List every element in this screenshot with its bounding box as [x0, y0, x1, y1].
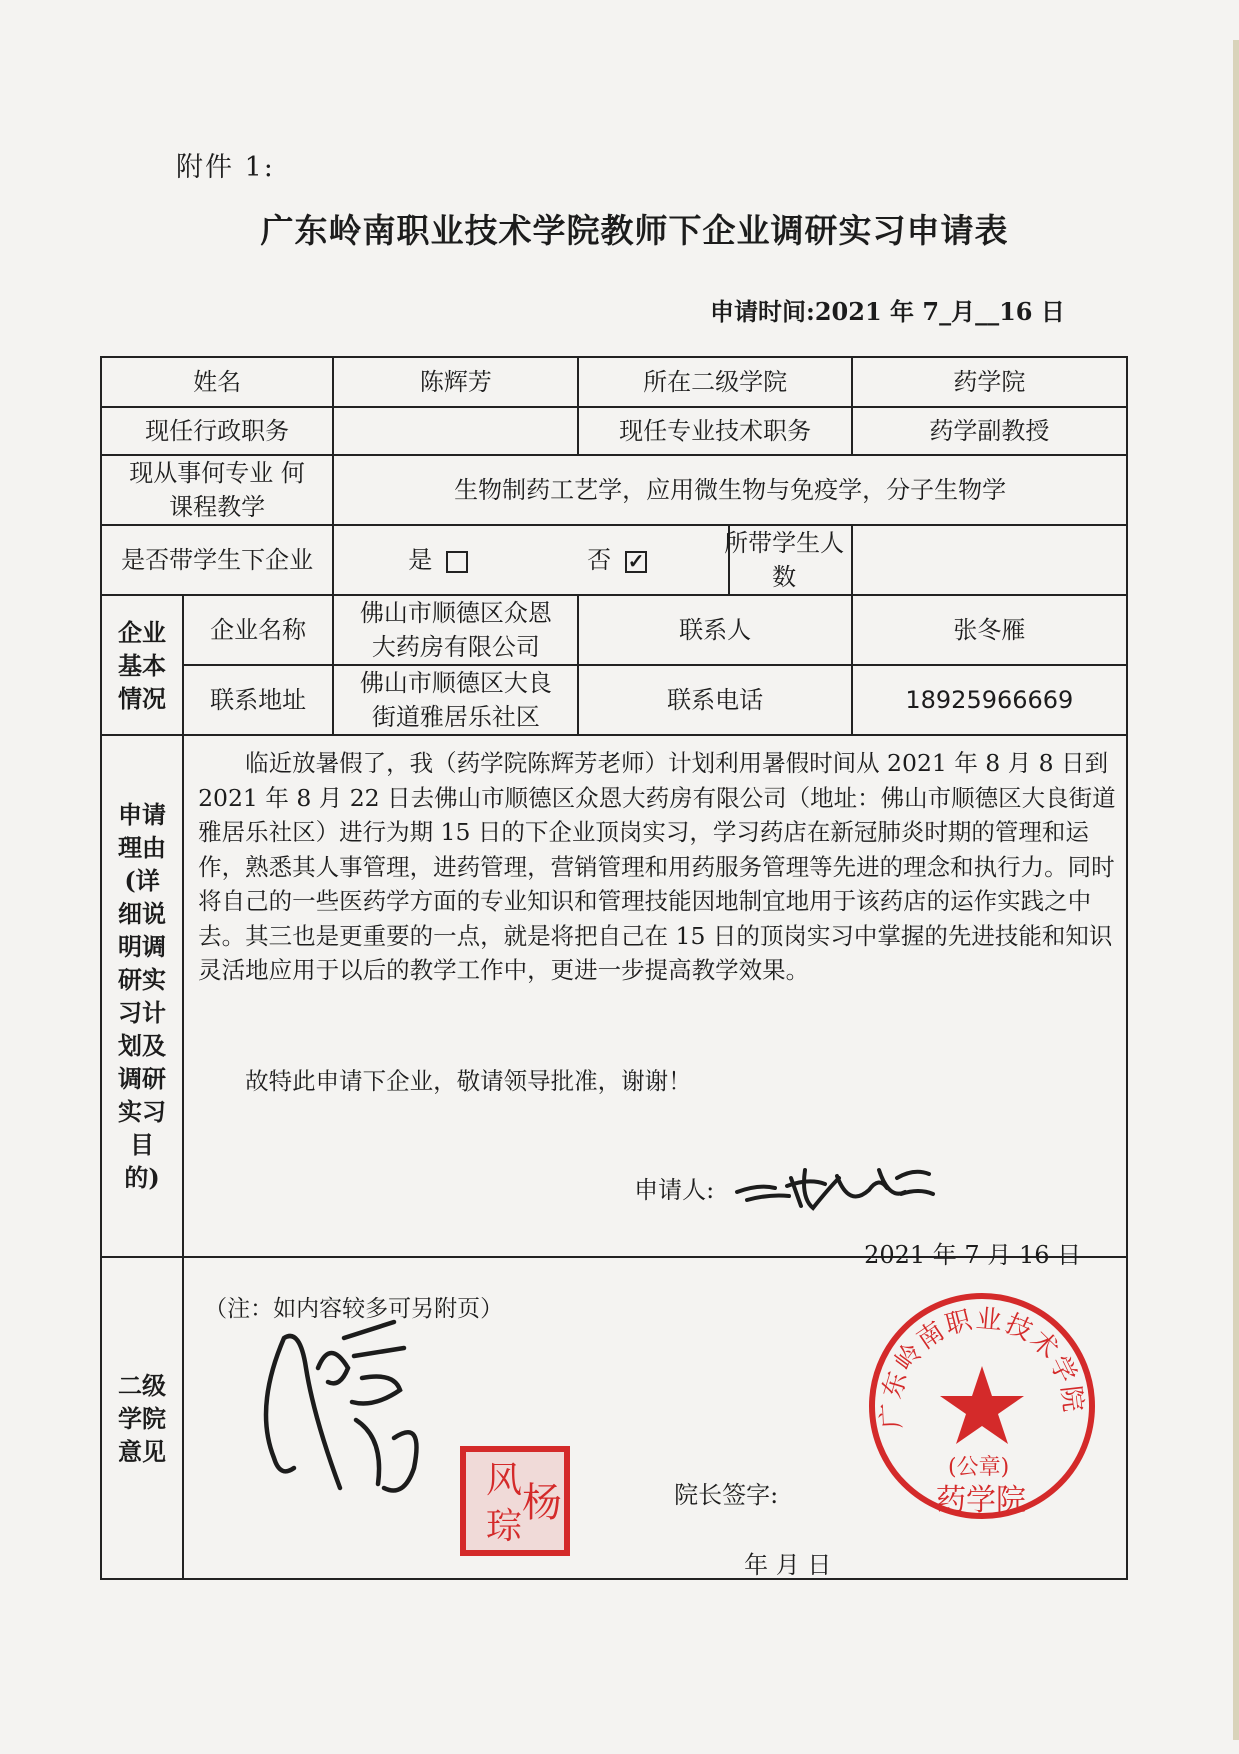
enterprise-name-value[interactable]: 佛山市顺德区众恩大药房有限公司 [333, 595, 578, 665]
address-label: 联系地址 [183, 665, 333, 735]
college-label: 所在二级学院 [578, 357, 851, 407]
contact-person-value[interactable]: 张冬雁 [852, 595, 1127, 665]
student-count-value[interactable] [852, 525, 1127, 595]
enterprise-name-label: 企业名称 [183, 595, 333, 665]
address-value[interactable]: 佛山市顺德区大良街道雅居乐社区 [333, 665, 578, 735]
opinion-date: 年 月 日 [744, 1551, 832, 1579]
reason-content[interactable] [183, 735, 1127, 1322]
svg-text:杨: 杨 [522, 1480, 563, 1526]
name-value[interactable]: 陈辉芳 [333, 357, 578, 407]
opinion-content[interactable] [183, 1257, 1127, 1579]
opinion-label: 二级学院意见 [101, 1257, 183, 1579]
with-students-label: 是否带学生下企业 [101, 525, 333, 595]
svg-text:广东岭南职业技术学院: 广东岭南职业技术学院 [876, 1304, 1088, 1430]
admin-position-label: 现任行政职务 [101, 407, 333, 455]
dean-signature [244, 1298, 434, 1518]
form-note: （注：如内容较多可另附页） [204, 1296, 504, 1322]
enterprise-section-label: 企业基本情况 [101, 595, 183, 735]
yes-option-label: 是 [408, 546, 433, 574]
professional-title-label: 现任专业技术职务 [578, 407, 851, 455]
student-count-label: 所带学生人数 [729, 525, 852, 595]
name-stamp [460, 1446, 570, 1556]
yes-checkbox[interactable] [446, 551, 468, 573]
college-value[interactable]: 药学院 [852, 357, 1127, 407]
application-form-table [100, 356, 1128, 1580]
svg-text:(公章): (公章) [948, 1455, 1010, 1480]
applicant-date: 2021 年 7 月 16 日 [864, 1241, 1082, 1269]
reason-paragraph-1: 临近放暑假了，我（药学院陈辉芳老师）计划利用暑假时间从 2021 年 8 月 8 日到 2021 年 8 月 22 日去佛山市顺德区众恩大药房有限公司（地址：佛山市顺德区大良街道雅居乐社区）进行为期 15 日的下企业顶岗实习，学习药店在新冠肺炎时期的管理和运作，熟悉其人事管理，进药管理，营销管理和用药服务管理等先进的理念和执行力。同时将自己的一些医药学方面的专业知识和管理技能因地制宜地用于该药店的运作实践之中去。其三也是更重要的一点，就是将把自己在 15 日的顶岗实习中掌握的先进技能和知识灵活地应用于以后的教学工作中，更进一步提高教学效果。 [198, 749, 1116, 984]
teaching-major-value[interactable]: 生物制药工艺学，应用微生物与免疫学，分子生物学 [333, 455, 1127, 525]
reason-label: 申请理由(详细说明调研实习计划及调研实习目的) [101, 735, 183, 1257]
form-title: 广东岭南职业技术学院教师下企业调研实习申请表 [260, 211, 1009, 250]
check-mark-icon: ✓ [627, 548, 645, 573]
no-checkbox[interactable] [625, 548, 647, 573]
contact-person-label: 联系人 [578, 595, 851, 665]
dean-sign-label: 院长签字: [674, 1481, 779, 1509]
phone-label: 联系电话 [578, 665, 851, 735]
phone-value[interactable]: 18925966669 [852, 665, 1127, 735]
svg-text:药学院: 药学院 [936, 1483, 1027, 1518]
professional-title-value[interactable]: 药学副教授 [852, 407, 1127, 455]
no-option-label: 否 [587, 546, 612, 574]
name-label: 姓名 [101, 357, 333, 407]
application-date: 申请时间:2021 年 7_月__16 日 [710, 297, 1065, 326]
reason-paragraph-2: 故特此申请下企业，敬请领导批准，谢谢！ [245, 1067, 692, 1095]
attachment-label: 附件 1: [176, 152, 275, 183]
admin-position-value[interactable] [333, 407, 578, 455]
with-students-options[interactable] [333, 525, 728, 595]
college-official-seal [864, 1288, 1100, 1524]
teaching-major-label: 现从事何专业 何课程教学 [101, 455, 333, 525]
page-edge-shadow [1233, 40, 1239, 1740]
svg-text:风: 风 [486, 1460, 523, 1501]
applicant-label: 申请人: [634, 1176, 715, 1204]
svg-text:琮: 琮 [486, 1506, 523, 1547]
applicant-signature [729, 1148, 939, 1218]
